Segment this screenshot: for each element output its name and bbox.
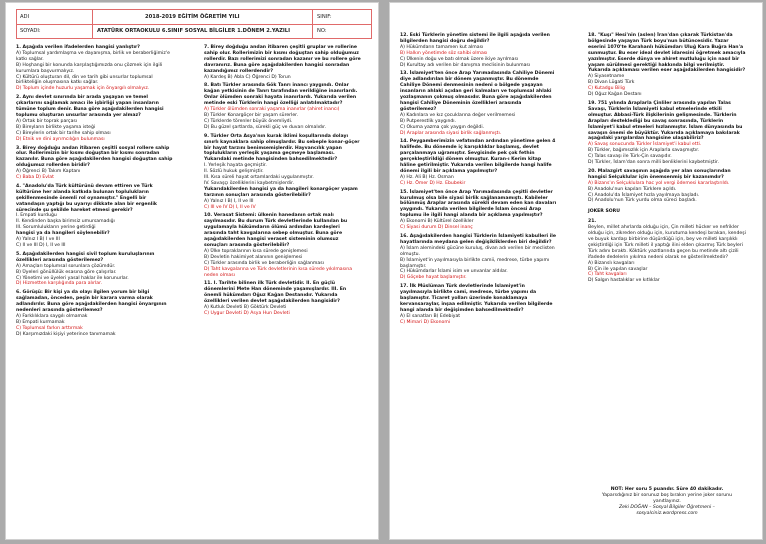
joker-number: 21. — [588, 219, 597, 225]
answer-option: hangisi ya da hangileri söylenebilir? — [16, 231, 110, 237]
answer-option: A) Hz. Ali B) Hz. Osman — [400, 174, 454, 180]
question-stem: Birey doğduğu andan itibaren çeşitli sosyal rollere sahip olur. Rollerimizin bir kısmı doğuştan bir kısmı sonradan kazanılır. Buna göre aşağıdakilerden hangisi doğuştan sahip olduğumuz rollerden biridir? — [16, 145, 173, 169]
answer-option: C) Okuma yazma çok yaygın değildi. — [400, 124, 485, 130]
answer-option: A) Amaçları toplumsal sorunlara çözümdür. — [16, 263, 116, 269]
question-item — [16, 146, 174, 181]
question-stem: 751 yılında Araplarla Çinliler arasında yapılan Talas Savaşı, Türklerin İslamiyeti kabul etmelerinde etkili olmuştur. Abbasi-Türk ilişkilerinin gelişmesinde. Türklerin Arapları desteklediği bu savaş sonrasında, Türklerin İslamiyet'i kabul etmeleri hızlanmıştır. İslam dünyasında bu savaşın önemi de büyüktür. Yukarıda açıklamaya bakılarak aşağıdaki yargılardan hangisine ulaşabiliriz? — [588, 100, 743, 142]
answer-option: C) Uygur Devleti D) Asya Hun Devleti — [204, 310, 290, 316]
answer-option: I. Empati kurduğu — [16, 213, 57, 219]
answer-option: IV. Savaşçı özelliklerini kaybetmişlerdir. — [204, 180, 295, 186]
answer-option: C) Bireylerin ortak bir tarihe sahip olması — [16, 130, 111, 136]
answer-option: C) Taht kavgaları — [588, 272, 627, 278]
note-line-2: Yaparsdığınız bir sorunuz boş bırakın yerine joker sorunu yanıtlayınız. — [602, 493, 732, 504]
question-text — [16, 290, 174, 314]
answer-option: A) Öğrenci B) Takım Kaptanı — [16, 169, 81, 175]
answer-option: A) Farklılıklara saygılı olmamak — [16, 313, 88, 319]
question-stem: Birey doğduğu andan itibaren çeşitli gruplar ve rollerine sahip olur. Rollerimizin bir kısmı doğuştan sahip olduğumuz rollerdir. Bazı rollerimizi sonradan kazanır ve bu rollere göre davranırız. Buna göre aşağıdakilerden hangisi sonradan kazandığımız rollerdendir? — [204, 45, 361, 74]
question-text — [588, 33, 746, 74]
answer-option: A) Toplumsal yardımlaşma ve dayanışma, birlik ve beraberliğimiz'e katkı sağlar. — [16, 50, 170, 62]
question-text — [400, 139, 558, 174]
question-item — [400, 71, 558, 136]
answer-option: B) Hoşhangi bir konunda karşılaştığımızda onu çözmek için ilgili kurumlara başvurmalıyız. — [16, 62, 163, 74]
answer-option: C) Hükümdarlar İslami isim ve unvanlar aldılar. — [400, 269, 508, 275]
answer-option: C) Türklerde törenler büyük önemliydi. — [204, 118, 293, 124]
answer-option: C) Toplumsal farkın arttırmak — [16, 325, 83, 331]
question-number: 3. — [16, 145, 23, 151]
question-number: 1. — [16, 45, 23, 50]
answer-option: D) Araplar arasında siyasi birlik sağlanmıştı. — [400, 130, 502, 136]
answer-option: A) Hükümdarın tamamen kut alması — [400, 44, 484, 50]
question-item — [16, 290, 174, 337]
answer-option: C) Kültürü oluşturan dil, din ve tarih gibi unsurlar toplumsal birlikteliğin oluşmasına katkı sağlar. — [16, 74, 153, 86]
answer-option: C) Talas savaşı ile Türk-Çin savaşıdır. — [588, 154, 672, 160]
question-stem: "Kuşı" Hesi'nin (aslen) İran'dan çıkarak Türkistan'da bölgesinde yaşayan Türk boyu'nun bütüncesidir. Yazar eserini 1070'te Karahanlı hükümdarı Uluğ Kara Buğra Han'a sunmuştur. Bu eser ideal devlet idaresini öğretmek amacıyla yazılmıştır. Eserde dünya ve ahiret mutluluğu için nasıl bir yaşam sürülmesi gerektiği hakkında bilgi verilmiştir. Yukarıda açıklaması verilen eser aşağıdakilerden hangisidir? — [588, 33, 746, 74]
question-number: 16. — [400, 234, 410, 239]
question-stem: İlk Müslüman Türk devletlerinde İslamiyet'in yayılmasıyla birlikte cami, medrese, türbe yapımı da başlamıştır. Ticaret yolları üzerinde konaklamaya kervansaraylar, inşaa edilmiştir. Yukarıda verilen bilgilerde hangi alanda bir değişimden bahsedilmektedir? — [400, 284, 553, 313]
answer-option: A) İslam alemindeki gücüne kuruluş, divan adı verilen bir meclisten olmuştu. — [400, 245, 555, 257]
question-stem: Malazgirt savaşının aşağıda yer alan sonuçlarından hangisi Selçuklular için önemsenmiş bir kazanımdır? — [588, 168, 731, 180]
question-number: 17. — [400, 284, 410, 290]
question-item — [16, 45, 174, 92]
question-number: 14. — [400, 139, 410, 145]
exam-title: ATATÜRK ORTAOKULU 6.SINIF SOSYAL BİLGİLER 1.DÖNEM 2.YAZILI — [97, 28, 291, 34]
questions-column-1 — [16, 45, 174, 341]
answer-option: A) Kardeş B) Abla C) Öğrenci D) Torun — [204, 74, 291, 80]
question-text — [204, 83, 362, 107]
answer-option: C) Kutadgu Bilig — [588, 86, 625, 92]
answer-option: D) Taht kavgalarına ve Türk devletlerinin kısa sürede yıkılmasına neden olması — [204, 266, 353, 278]
number-label: NO: — [317, 28, 327, 34]
answer-option: A) Savaş sonucunda Türkler İslamiyet'i kabul etti. — [588, 142, 702, 148]
question-number: 9. — [204, 133, 211, 139]
question-number: 5. — [16, 251, 23, 257]
answer-option: D) Anadolu'nun Türk yurdu olma süreci başladı. — [588, 198, 697, 204]
answer-option: III. Kısa süreli hayat ortamlardaki uygulanmıştır. — [204, 175, 314, 181]
answer-option: C) Hz. Ömer D) Hz. Ebubekir — [400, 180, 466, 186]
answer-option: B) İslamiyet'in yayılmasıyla birlikte camii, medrese, türbe yapımı başlamıştır. — [400, 257, 550, 269]
exam-page-2 — [389, 2, 763, 540]
answer-option: III. Sorumlulukların yerine getirdiği — [16, 225, 96, 231]
questions-column-4 — [588, 33, 746, 287]
question-item — [204, 45, 362, 80]
answer-option: II. Kendinden başka birimsiz umursamadığı — [16, 219, 115, 225]
answer-option: C) Siyasi durum D) Dinsel inanç — [400, 225, 473, 231]
teacher-name: Zeki DOĞAN – Sosyal Bilgiler Öğretmeni – — [619, 505, 715, 510]
website: sosyalciniz.wordpress.com — [636, 511, 698, 516]
answer-option: D) Etnik ve dini ayrımcılığın bulunması — [16, 136, 105, 142]
answer-option: C) Mimari D) Ekonomi — [400, 319, 451, 325]
exam-note — [588, 487, 746, 517]
answer-option: B) Çin ile yapılan savaşlar — [588, 266, 648, 272]
question-item — [588, 169, 746, 204]
question-item — [400, 190, 558, 231]
answer-option: D) Kurultay adı verilen bir danışma meclisinin bulunması — [400, 62, 531, 68]
question-stem: İslamiyet'ten önce Arap Yarımadasında çeşitli devletler kurulmuş olsa bile siyasi birlik sağlanamamıştı. Kabileler bölünmüş Araplar arasında sürekli devam eden kan davaları yaygındı. Yukarıda verilen bilgilerde İslam öncesi Arap toplumu ile ilgili hangi alanda bir açıklama yapılmıştır? — [400, 189, 557, 219]
answer-option: A) Ortak bir toprak parçası — [16, 118, 78, 124]
question-item — [204, 134, 362, 211]
question-number: 7. — [204, 45, 211, 50]
question-text — [204, 134, 362, 164]
question-number: 6. — [16, 290, 23, 296]
question-stem: Aşağıdakilerden hangisi sivil toplum kuruluşlarının özellikleri arasında gösterilemez? — [16, 251, 155, 263]
answer-option: A) Kutluk Devleti B) Göktürk Devleti — [204, 305, 287, 311]
question-item — [400, 33, 558, 68]
question-text — [16, 252, 174, 264]
answer-option: D) Türkler, İslam'dan sonra milli benliklerini kaybetmiştir. — [588, 160, 719, 166]
question-text — [204, 45, 362, 75]
answer-option: D) Karşımızdaki kişiyi yeterince tanımamak — [16, 331, 116, 337]
answer-option: B) Putperestlik yaygındı. — [400, 118, 457, 124]
question-number: 19. — [588, 100, 598, 106]
question-stem: Görüşü: Bir kişi ya da olayı ilgilen yorum bir bilgi sağlamadan, önceden, peşin bir karara varma olarak adlandırılır. Buna göre aşağıdakilerden hangisi önyargının nedenleri arasında gösterilemez? — [16, 290, 167, 314]
question-item — [400, 234, 558, 281]
answer-option: B) Halkın yönetimde söz sahibi olması — [400, 50, 488, 56]
question-stem: Eski Türklerin yönetim sistemi ile ilgili aşağıda verilen bilgilerden hangisi doğru değildir? — [400, 33, 550, 44]
question-text — [16, 95, 174, 119]
answer-option: A) El sanatları B) Edebiyat — [400, 313, 461, 319]
answer-option: B) Üyeleri gönüllülük esasına göre çalışırlar. — [16, 269, 117, 275]
answer-option: A) Yalnız I B) I ve III — [16, 237, 60, 243]
joker-title: JOKER SORU — [588, 209, 620, 215]
note-line-1: NOT: Her soru 5 puandır. Süre 40 dakikadır. — [610, 487, 724, 492]
question-number: 8. — [204, 83, 211, 89]
question-text — [400, 190, 558, 220]
question-number: 15. — [400, 189, 410, 195]
question-number: 18. — [588, 33, 598, 38]
answer-option: I. Yerleşik hayata geçmiştir. — [204, 163, 267, 169]
question-item — [16, 184, 174, 249]
question-item — [588, 33, 746, 98]
class-label: SINIF: — [317, 14, 332, 20]
answer-option: B) Bireyların birlikte yaşama isteği — [16, 124, 96, 130]
answer-option: B) Türkler Konargöçer bir yaşam sürerler. — [204, 112, 299, 118]
question-item — [16, 252, 174, 287]
question-stem: Aşağıda verilen ifadelerden hangisi yanlıştır? — [22, 45, 140, 50]
question-item — [400, 139, 558, 186]
answer-option: B) Devletin hakimiyet alanının genişlemesi — [204, 254, 303, 260]
question-text — [588, 169, 746, 181]
question-stem: Batı Türkler arasında Gök Tanrı inancı yaygındı. Onlar kağan yetkisinin de Tanrı tarafından verildiğine inanırlardı. Onlar ölümden sonraki hayata inanırlardı. Yukarıda verilen metinde eski Türklerin hangi özelliği anlatılmaktadır? — [204, 83, 358, 107]
question-number: 11. — [204, 281, 214, 287]
question-stem: İslamiyet'ten önce Arap Yarımadasında Cahiliye Dönemi diye adlandırılan bir dönem yaşanmıştır. Bu dönemde Cahiliye Dönemi denmesinin nedeni o bölgede yaşayan insanların ahlaki açıdan geri kalmaları ve toplumsal ahlaki yozlaşmanın çokmuş olmasıdır. Buna göre aşağıdakilerden hangisi Cahiliye Döneminin özellikleri arasında gösterilemez? — [400, 71, 555, 112]
answer-option: C) Ülkenin doğu ve batı olmak üzere ikiye ayrılması — [400, 56, 519, 62]
question-item — [400, 284, 558, 325]
answer-option: B) Türkler, bağımsızlık için Araplarla savaşmıştır. — [588, 148, 700, 154]
questions-column-2 — [204, 45, 362, 320]
answer-option: C) Anadolu'da İslamiyet hızla yayılmaya başladı. — [588, 192, 700, 198]
answer-option: D) Salgın hastalıklar ve kıtlıklar — [588, 278, 660, 284]
question-number: 2. — [16, 95, 23, 101]
answer-option: A) Ekonomi B) Kültürel özellikler — [400, 219, 474, 225]
question-stem: Aynı devlet sınırında bir arada yaşayan ve temel çıkarlarını sağlamak amacı ile işbirliği yapan insanların tümüne toplum denir. Buna göre aşağıdakilerden hangisi toplumu oluşturan unsurlar arasında yer almaz? — [16, 95, 164, 118]
answer-option: B) Anadolu'nun kapıları Türklere açıldı. — [588, 186, 677, 192]
question-item — [204, 281, 362, 316]
question-number: 20. — [588, 168, 598, 174]
exam-page-1 — [5, 2, 379, 540]
answer-option: A) Ülke topraklarının kısa sürede genişlemesi — [204, 248, 308, 254]
answer-option: A) Siyasetname — [588, 74, 625, 80]
school-year: 2018-2019 EĞİTİM ÖĞRETİM YILI — [145, 14, 240, 20]
answer-option: A) Bizans'ın Selçuklulara hac yol vergi ödemesi kararlaştırıldı. — [588, 180, 730, 186]
question-text — [204, 281, 362, 305]
question-stem: "Anadolu'da Türk kültürünü devam ettiren ve Türk kültürüne her alanda katkıda bulunan toplulukların şekillenmesinde önemli rol oynamıştır." Engelli bir vatandaşın yaptığı bu uyarıyı dikkate alan bir ergenlik sürecinde şu şekilde hareket etmesi gerekir? — [16, 183, 157, 213]
answer-option: D) Hizmetten karşılığında para alırlar. — [16, 281, 103, 287]
answer-option: C) Türkler arasında birlik ve beraberliğin sağlanması — [204, 260, 324, 266]
question-text — [400, 284, 558, 314]
question-number: 13. — [400, 71, 410, 77]
question-text — [16, 146, 174, 170]
question-stem: Türkler Orta Asya'nın kurak iklimi koşullarında dolayı sınırlı kaynaklara sahip olmuşlardır. Bu sebeple konar-göçer bir hayat tarzını benimsemişlerdir. Hayvancılık yapan toplulukların yerleşik yaşama geçmeye başlaması. Yukarıdaki metinde hangisinden bahsedilmektedir? — [204, 133, 360, 163]
question-item — [204, 213, 362, 278]
answer-option: II. Sözlü hukuk gelişmiştir. — [204, 169, 264, 175]
answer-option: B) Divan Lügati Türk — [588, 80, 635, 86]
question-text — [588, 101, 746, 142]
question-stem: Verasat Sistemi: ülkenin hanedanın ortak malı sayılmasıdır. Bu durum Türk devletlerinde kullanılan bu uygulamayla hükümdarın ölümü ardından kardeşleri arasında taht kavgalarına sebep olmuştur. Buna göre aşağıdakilerden hangisi veraset sisteminin olumsuz sonuçları arasında gösterilebilir? — [204, 213, 348, 248]
question-item — [204, 83, 362, 130]
name-label: ADI — [20, 14, 30, 20]
answer-option: C) II ve III D) I, II ve III — [16, 243, 66, 248]
answer-option: A) Kadınlara ve kız çocuklarına değer verilmemesi — [400, 112, 516, 118]
question-number: 4. — [16, 183, 23, 189]
question-item — [16, 95, 174, 142]
question-stem: Peygamberimizin vefatından ardından yönetime gelen 4 halifede. Bu dönemde iç karışıklıklar başlamış, devlet parçalanmaya uğramıştır. Sevgisinde pek çok fethin gerçekleştirildiği dönem olmuştur. Kuran-ı Kerim kitap hâline getirilmiştir. Yukarıda verilen bilgilerde hangi halife dönemi ilgili bir açıklama yapılmıştır? — [400, 139, 556, 174]
answer-option: Yukarıdakilerden hangisi ya da hangileri konargöçer yaşam tarzının sonuçları arasında gösterilebilir? — [204, 186, 358, 198]
question-stem: I. Tarihte bilinen ilk Türk devletidir. II. En güçlü dönemlerini Mete Han döneminde yaşamışlardır. III. En önemli hükümdarı Oğuz Kağan Destanıdır. Yukarıda özellikleri verilen devlet aşağıdakilerden hangisidir? — [204, 281, 347, 305]
answer-option: D) Bu güzel şartlarda, sürekli güç ve duvarı olmalıdır. — [204, 124, 327, 130]
joker-stem: Beylen, millet ahırlarda olduğu için, Çin milleti hücker ve nefrikler olduğu için, zikreden olduğu için, kurutuma kendeşi bırakan, kendeşi ve buyuk kardaşı birbirine düşürdüğü için, bey ve milleti karşılıklı çekiştirdiği için Türk milleti il yaptığı ilini elden çıkarmış Türk beyleri Türk adını bıraktı. Köktürk yazıtlarında geçen bu metinde altı çizili ifadede dedelerin yıkılma nedeni olarak ne gösterilmektedir? — [588, 225, 746, 260]
answer-option: C) III ve IV D) I, II ve IV — [204, 204, 256, 210]
question-text — [400, 234, 558, 246]
questions-column-3 — [400, 33, 558, 329]
answer-option: A) Bizanslı kavgaları — [588, 260, 635, 266]
question-number: 10. — [204, 213, 214, 219]
answer-option: B) Empati kurmamak — [16, 319, 65, 325]
answer-option: D) Göçebe hayat başlamıştır. — [400, 275, 467, 281]
answer-option: C) Baba D) Evlat — [16, 175, 54, 181]
question-text — [204, 213, 362, 248]
answer-option: A) Yalnız I B) I, II ve III — [204, 198, 254, 204]
exam-header — [16, 9, 372, 39]
answer-option: C) Yönetimi ve üyeleri yasal haklar ile korunurlar. — [16, 275, 129, 281]
question-number: 12. — [400, 33, 410, 38]
question-stem: Aşağıdakilerden hangisi Türklerin İslamiyeti kabulleri ile hayatlarında meydana gelen değişikliklerden biri değildir? — [400, 234, 556, 245]
question-text — [400, 71, 558, 112]
question-text — [400, 33, 558, 45]
answer-option: A) Türkler ölümden sonraki yaşama inanırlar (ahiret inancı) — [204, 107, 340, 113]
surname-label: SOYADI: — [20, 28, 41, 34]
answer-option: D) Oğuz Kağan Destanı — [588, 92, 642, 98]
question-text — [16, 184, 174, 214]
question-item — [588, 101, 746, 166]
joker-question — [588, 219, 746, 284]
answer-option: D) Toplum içinde huzurlu yaşamak için önyargılı olmalıyız. — [16, 86, 150, 92]
